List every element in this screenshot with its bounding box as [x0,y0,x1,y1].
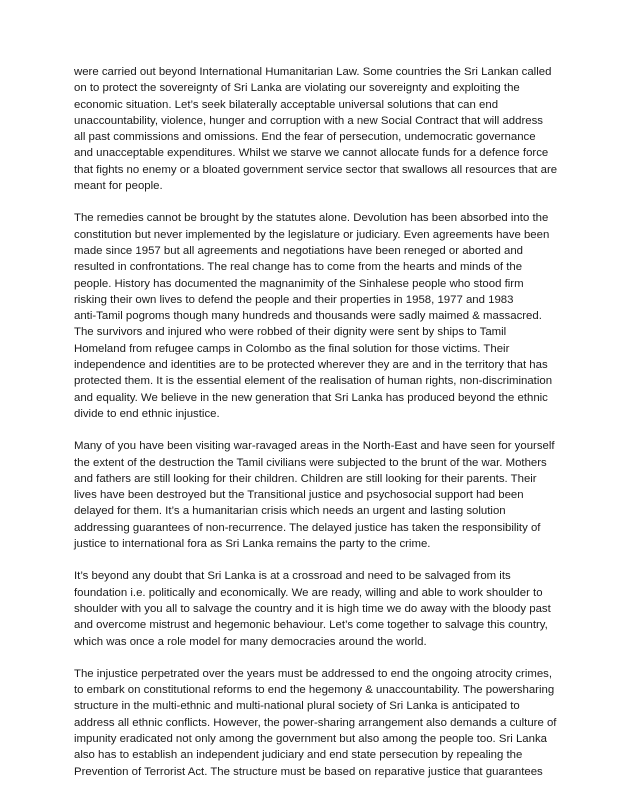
text-line: The injustice perpetrated over the years must be addressed to end the ongoing atrocity crimes, [74,667,553,680]
text-line: independence and identities are to be protected wherever they are and in the territory that has [74,359,548,372]
paragraph-2 [74,210,579,422]
text-line: unaccountability, violence, hunger and corruption with a new Social Contract that will address [74,114,543,127]
text-line: that fights no enemy or a bloated government service sector that swallows all resources that are [74,163,558,176]
text-line: foundation i.e. politically and economically. We are ready, willing and able to work shoulder to [74,586,543,599]
text-line: and fathers are still looking for their children. Children are still looking for their parents. Their [74,472,537,485]
text-line: It’s beyond any doubt that Sri Lanka is at a crossroad and need to be salvaged from its [74,570,511,583]
text-line: constitution but never implemented by the legislature or judiciary. Even agreements have been [74,228,550,241]
text-line: meant for people. [74,180,163,193]
text-line: the extent of the destruction the Tamil civilians were subjected to the brunt of the war. Mothers [74,456,547,469]
text-line: delayed for them. It’s a humanitarian crisis which needs an urgent and lasting solution [74,505,506,518]
text-line: impunity eradicated not only among the government but also among the people too. Sri Lanka [74,732,548,745]
text-line: The survivors and injured who were robbed of their dignity were sent by ships to Tamil [74,326,507,339]
text-line: justice to international fora as Sri Lanka remains the party to the crime. [74,538,431,551]
text-line: address all ethnic conflicts. However, the power-sharing arrangement also demands a culture of [74,716,557,729]
paragraph-5 [74,666,579,780]
document-body [74,64,579,796]
text-line: to embark on constitutional reforms to end the hegemony & unaccountability. The powersharing [74,684,555,697]
text-line: divide to end ethnic injustice. [74,407,220,420]
text-line: anti-Tamil pogroms though many hundreds and thousands were sadly maimed & massacred. [74,310,542,323]
text-line: shoulder with you all to salvage the country and it is high time we do away with the bloody past [74,602,551,615]
text-line: Homeland from refugee camps in Colombo as the final solution for those victims. Their [74,342,510,355]
text-line: addressing guarantees of non-recurrence. The delayed justice has taken the responsibility of [74,521,541,534]
text-line: and overcome mistrust and hegemonic behaviour. Let’s come together to salvage this country, [74,619,548,632]
text-line: Many of you have been visiting war-ravaged areas in the North-East and have seen for yourself [74,440,555,453]
paragraph-1 [74,64,579,194]
text-line: and unacceptable expenditures. Whilst we starve we cannot allocate funds for a defence force [74,147,549,160]
text-line: made since 1957 but all agreements and negotiations have been reneged or aborted and [74,244,523,257]
text-line: also has to establish an independent judiciary and end state persecution by repealing the [74,749,523,762]
text-line: people. History has documented the magnanimity of the Sinhalese people who stood firm [74,277,524,290]
text-line: which was once a role model for many democracies around the world. [74,635,427,648]
text-line: The remedies cannot be brought by the statutes alone. Devolution has been absorbed into the [74,212,549,225]
text-line: structure in the multi-ethnic and multi-national plural society of Sri Lanka is anticipated to [74,700,520,713]
text-line: on to protect the sovereignty of Sri Lanka are violating our sovereignty and exploiting the [74,82,520,95]
text-line: protected them. It is the essential element of the realisation of human rights, non-discrimination [74,375,553,388]
text-line: economic situation. Let’s seek bilaterally acceptable universal solutions that can end [74,98,499,111]
paragraph-3 [74,438,579,552]
text-line: risking their own lives to defend the people and their properties in 1958, 1977 and 1983 [74,293,514,306]
text-line: lives have been destroyed but the Transitional justice and psychosocial support had been [74,489,524,502]
text-line: resulted in confrontations. The real change has to come from the hearts and minds of the [74,261,523,274]
text-line: and equality. We believe in the new generation that Sri Lanka has produced beyond the ethnic [74,391,548,404]
text-line: were carried out beyond International Humanitarian Law. Some countries the Sri Lankan called [74,66,552,78]
paragraph-4 [74,568,579,649]
text-line: all past commissions and omissions. End the fear of persecution, undemocratic governance [74,131,536,144]
text-line: Prevention of Terrorist Act. The structure must be based on reparative justice that guarantees [74,765,543,778]
